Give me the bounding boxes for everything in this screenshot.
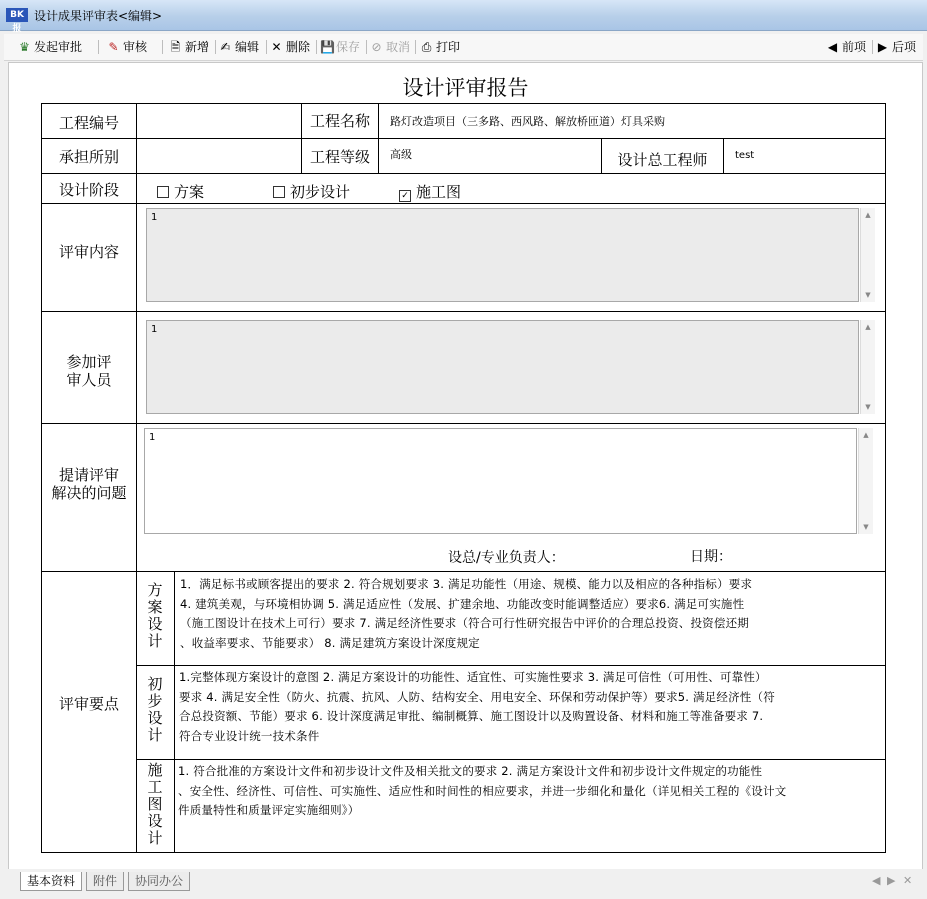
delete-button[interactable] [270,38,310,56]
stage-option-label: 方案 [174,183,205,201]
stage-char: 初 [147,675,163,693]
initiate-approval-button[interactable] [18,38,82,56]
toolbar-separator [215,40,216,54]
toolbar-separator [366,40,367,54]
toolbar [4,34,923,61]
tab-scroll-right-icon[interactable]: ▶ [887,874,896,887]
criteria-line: 符合专业设计统一技术条件 [179,728,320,743]
grid-line [41,103,885,104]
delete-label: 删除 [286,40,311,54]
grid-line [41,173,885,174]
grid-line [41,852,885,853]
participants-label-line1: 参加评 [66,353,112,371]
points-label: 评审要点 [58,695,119,713]
toolbar-separator [415,40,416,54]
next-label: 后项 [892,40,917,54]
stage-char: 设 [147,812,163,830]
cancel-button[interactable] [370,38,410,56]
grid-line [41,203,885,204]
edit-icon: ✍ [220,40,231,54]
criteria-line: 1.完整体现方案设计的意图 2. 满足方案设计的功能性、适宜性、可实施性要求 3. 满足可信性（可用性、可靠性） [179,670,767,684]
stage-char: 计 [147,632,163,650]
grid-line [136,759,886,760]
dept-label: 承担所别 [58,148,119,166]
preliminary-checkbox[interactable] [273,186,285,198]
save-icon: 💾 [320,40,335,54]
next-button[interactable] [876,38,916,56]
stage-char: 设 [147,709,163,727]
toolbar-separator [872,40,873,54]
tab-attachments[interactable]: 附件 [86,872,124,891]
scroll-up-icon[interactable]: ▲ [865,323,871,331]
grid-line [41,571,885,572]
stage-label: 设计阶段 [58,181,119,199]
scroll-down-icon[interactable]: ▼ [863,523,869,531]
project-no-label: 工程编号 [58,114,119,132]
participants-textarea[interactable]: 1 [146,320,859,414]
prev-label: 前项 [842,40,867,54]
grid-line [41,311,885,312]
review-label: 审核 [123,40,148,54]
date-label: 日期： [690,549,732,565]
grid-line [136,665,886,666]
stage-char: 图 [147,795,163,813]
print-button[interactable] [420,38,460,56]
issues-label-line2: 解决的问题 [51,484,127,502]
project-name-value[interactable]: 路灯改造项目（三多路、西风路、解放桥匝道）灯具采购 [390,115,665,128]
project-name-label: 工程名称 [309,112,370,130]
stage-char: 方 [147,581,163,599]
content-textarea[interactable]: 1 [146,208,859,302]
chief-engineer-label: 设计总工程师 [617,151,708,169]
stage-option-label: 初步设计 [290,183,351,201]
report-title: 设计评审报告 [402,76,529,100]
grid-line [136,103,137,853]
points-text-preliminary [179,668,775,746]
window-title: 设计成果评审表<编辑> [34,9,163,23]
points-text-construction [178,762,786,821]
grid-line [41,138,885,139]
toolbar-separator [162,40,163,54]
criteria-line: 1．满足标书或顾客提出的要求 2. 符合规划要求 3. 满足功能性（用途、规模、能力以及相应的各种指标）要求 [180,577,753,591]
add-button[interactable] [169,38,209,56]
issues-textarea[interactable]: 1 [144,428,857,534]
grid-line [723,138,724,174]
stage-char: 施 [147,761,163,779]
cancel-icon: ⊘ [371,40,382,54]
stage-char: 工 [147,778,163,796]
criteria-line: 合总投资额、节能）要求 6. 设计深度满足审批、编制概算、施工图设计以及购置设备、材料和施工等准备要求 7. [179,709,764,723]
participants-scrollbar[interactable] [860,320,875,414]
criteria-line: 4. 建筑美观，与环境相协调 5. 满足适应性（发展、扩建余地、功能改变时能调整适应）要求6. 满足可实施性 [180,596,745,611]
prev-icon: ◀ [827,40,838,54]
tab-scroll-left-icon[interactable]: ◀ [872,874,881,887]
print-label: 打印 [436,40,461,54]
stage-char: 计 [147,726,163,744]
stage-char: 案 [147,598,163,616]
points-stage-preliminary [145,676,165,744]
grid-line [174,571,175,853]
points-stage-scheme [145,582,165,650]
save-label: 保存 [336,40,361,54]
construction-checkbox[interactable]: ✓ [399,190,411,202]
scroll-up-icon[interactable]: ▲ [865,211,871,219]
delete-icon: ✕ [271,40,282,54]
save-button[interactable] [320,38,360,56]
printer-icon: ⎙ [421,40,432,54]
stage-option-scheme[interactable] [157,181,204,202]
grid-line [378,103,379,174]
bottom-tab-bar [0,869,927,899]
criteria-line: 1. 符合批准的方案设计文件和初步设计文件及相关批文的要求 2. 满足方案设计文件和初步设计文件规定的功能性 [178,764,763,778]
new-document-icon: 🗎 [170,40,181,54]
stage-char: 步 [147,692,163,710]
add-label: 新增 [185,40,210,54]
criteria-line: 、安全性、经济性、可信性、可实施性、适应性和时间性的相应要求，并进一步细化和量化（详见相关工程的《设计文 [178,783,787,798]
signature-label: 设总/专业负责人： [448,550,565,566]
grade-label: 工程等级 [309,148,370,166]
toolbar-separator [98,40,99,54]
window-titlebar [0,0,927,34]
prev-button[interactable] [826,38,866,56]
scroll-up-icon[interactable]: ▲ [863,431,869,439]
next-icon: ▶ [877,40,888,54]
chief-engineer-value[interactable]: test [735,150,755,161]
content-label: 评审内容 [58,243,119,261]
criteria-line: 、收益率要求、节能要求） 8. 满足建筑方案设计深度规定 [180,635,480,650]
content-scrollbar[interactable] [860,208,875,302]
tab-close-icon[interactable]: ✕ [903,874,913,887]
toolbar-separator [316,40,317,54]
initiate-label: 发起审批 [34,40,83,54]
scheme-checkbox[interactable] [157,186,169,198]
stage-option-construction[interactable] [399,181,461,202]
document-area [8,62,923,870]
stage-char: 设 [147,615,163,633]
stage-char: 计 [147,829,163,847]
edit-button[interactable] [219,38,259,56]
criteria-line: 要求 4. 满足安全性（防火、抗震、抗风、人防、结构安全、用电安全、环保和劳动保护等）要求5. 满足经济性（符 [179,689,775,704]
cancel-label: 取消 [386,40,411,54]
app-icon: BK报 [6,8,28,22]
grid-line [885,103,886,853]
criteria-line: （施工图设计在技术上可行）要求 7. 满足经济性要求（符合可行性研究报告中评价的合理总投资、投资偿还期 [180,616,749,630]
grid-line [41,423,885,424]
criteria-line: 件质量特性和质量评定实施细则》） [178,803,360,817]
approval-icon: ♛ [19,40,30,54]
review-icon: ✎ [108,40,119,54]
review-button[interactable] [107,38,147,56]
issues-scrollbar[interactable] [858,428,873,534]
tab-basic-info[interactable]: 基本资料 [20,872,82,891]
scroll-down-icon[interactable]: ▼ [865,291,871,299]
edit-label: 编辑 [235,40,260,54]
points-stage-construction [145,762,165,847]
stage-option-label: 施工图 [416,183,462,201]
scroll-down-icon[interactable]: ▼ [865,403,871,411]
grade-value[interactable]: 高级 [390,148,412,161]
points-text-scheme [180,575,752,653]
stage-option-preliminary[interactable] [273,181,350,202]
participants-label-line2: 审人员 [66,371,112,389]
issues-label-line1: 提请评审 [58,466,119,484]
tab-collaboration[interactable]: 协同办公 [128,872,190,891]
toolbar-separator [266,40,267,54]
